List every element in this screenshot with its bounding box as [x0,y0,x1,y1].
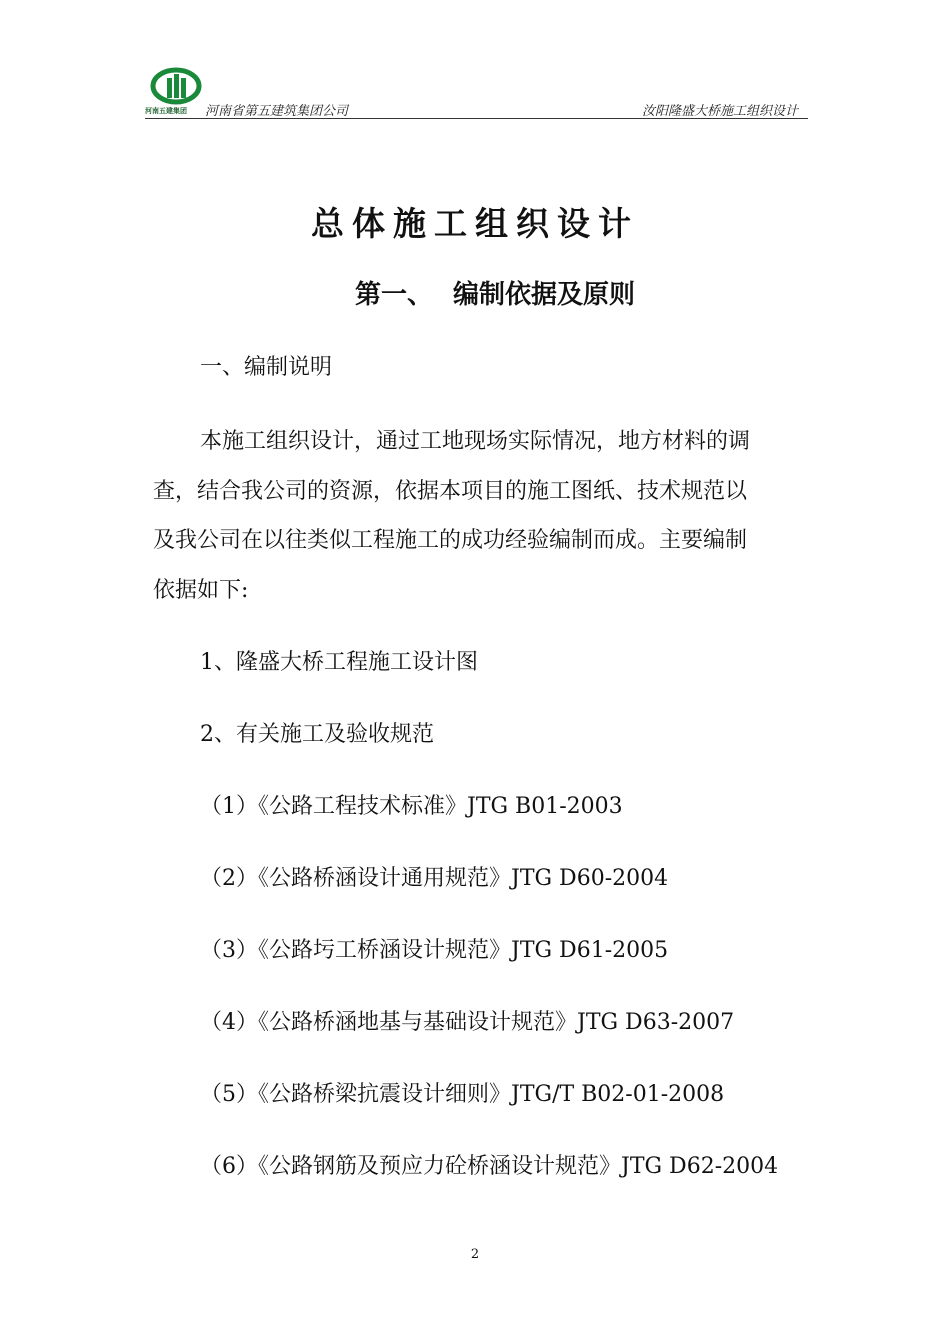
company-name: 河南省第五建筑集团公司 [205,104,349,119]
section-number: 第一、 [355,280,434,310]
paragraph-line: 及我公司在以往类似工程施工的成功经验编制而成。主要编制 [153,528,748,553]
page-header [145,62,808,120]
standard-item: （5）《公路桥梁抗震设计细则》JTG/T B02-01-2008 [200,1082,725,1107]
page-number: 2 [470,1247,480,1262]
paragraph-line: 本施工组织设计，通过工地现场实际情况，地方材料的调 [200,429,751,454]
standard-item: （2）《公路桥涵设计通用规范》JTG D60-2004 [200,866,669,891]
section-heading [355,274,635,311]
header-divider [145,118,808,119]
standard-item: （6）《公路钢筋及预应力砼桥涵设计规范》JTG D62-2004 [200,1154,779,1179]
paragraph-line: 查，结合我公司的资源，依据本项目的施工图纸、技术规范以 [153,479,748,504]
document-title: 总体施工组织设计 [311,204,639,243]
company-logo [145,66,207,118]
standard-item: （1）《公路工程技术标准》JTG B01-2003 [200,794,623,819]
subheading: 一、编制说明 [200,355,333,380]
standard-item: （3）《公路圬工桥涵设计规范》JTG D61-2005 [200,938,669,963]
standard-item: （4）《公路桥涵地基与基础设计规范》JTG D63-2007 [200,1010,735,1035]
logo-text: 河南五建集团 [145,107,187,115]
list-item: 1、隆盛大桥工程施工设计图 [200,650,478,675]
paragraph-line: 依据如下: [153,578,249,603]
section-title: 编制依据及原则 [453,280,636,310]
list-item: 2、有关施工及验收规范 [200,722,434,747]
project-name: 汝阳隆盛大桥施工组织设计 [641,104,798,119]
